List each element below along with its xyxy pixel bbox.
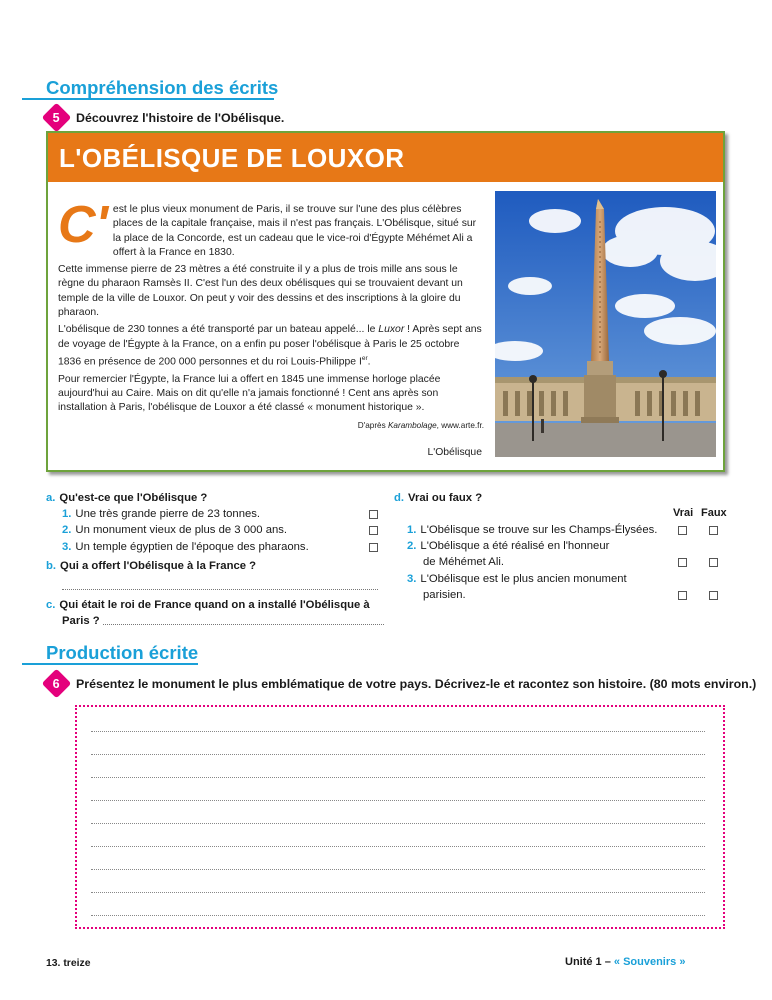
true-checkbox[interactable] xyxy=(678,558,687,567)
option-a3: 3. Un temple égyptien de l'époque des pharaons. xyxy=(46,539,384,555)
option-a1: 1. Une très grande pierre de 23 tonnes. xyxy=(46,506,384,522)
writing-line[interactable] xyxy=(91,892,705,893)
false-checkbox[interactable] xyxy=(709,558,718,567)
page-number: 13. treize xyxy=(46,958,91,969)
question-c: c. Qui était le roi de France quand on a installé l'Obélisque à Paris ? xyxy=(46,597,384,629)
writing-line[interactable] xyxy=(91,823,705,824)
true-false-item-1: 1. L'Obélisque se trouve sur les Champs-Élysées. xyxy=(394,522,729,538)
writing-line[interactable] xyxy=(91,800,705,801)
article-title: L'OBÉLISQUE DE LOUXOR xyxy=(48,133,723,182)
true-false-item-2: 2. L'Obélisque a été réalisé en l'honneur xyxy=(407,540,610,553)
article-paragraph: Pour remercier l'Égypte, la France lui a offert en 1845 une immense horloge placée aujourd'hui au Caire. Mais on dit qu'elle n'a jamais fonctionné ! Cent ans après son installation à Paris, l'obélisque de Louxor a été classé « monument historique ». xyxy=(58,373,441,414)
true-checkbox[interactable] xyxy=(678,591,687,600)
answer-checkbox[interactable] xyxy=(369,526,378,535)
question-d xyxy=(394,490,729,506)
article-body xyxy=(58,196,484,433)
exercise-5-heading xyxy=(46,107,284,128)
article-paragraph: C' est le plus vieux monument de Paris, il se trouve sur l'une des plus célèbres places de la capitale française, mais il n'est pas français. L'Obélisque, situé sur la place de la Concorde, est un cadeau que le vice-roi d'Égypte Méhémet Ali a offert à la France en 1830. xyxy=(58,196,477,258)
section-title-production: Production écrite xyxy=(46,642,199,663)
writing-line[interactable] xyxy=(91,846,705,847)
question-c-prompt: c. Qui était le roi de France quand on a installé l'Obélisque à xyxy=(46,599,370,611)
question-d-prompt: d. Vrai ou faux ? xyxy=(394,492,483,504)
true-false-item-3: 3. L'Obélisque est le plus ancien monument xyxy=(407,572,627,585)
ship-name: Luxor xyxy=(378,324,405,336)
question-a-prompt: a. Qu'est-ce que l'Obélisque ? xyxy=(46,492,208,504)
writing-line[interactable] xyxy=(91,869,705,870)
false-checkbox[interactable] xyxy=(709,526,718,535)
section-rule xyxy=(22,98,274,100)
true-checkbox[interactable] xyxy=(678,526,687,535)
question-a xyxy=(46,490,384,555)
writing-line[interactable] xyxy=(91,731,705,732)
answer-checkbox[interactable] xyxy=(369,510,378,519)
false-checkbox[interactable] xyxy=(709,591,718,600)
exercise-6-heading xyxy=(46,673,756,694)
section-title-comprehension: Compréhension des écrits xyxy=(46,77,279,98)
exercise-number-badge: 6 xyxy=(42,669,72,699)
writing-line[interactable] xyxy=(91,754,705,755)
option-a2: 2. Un monument vieux de plus de 3 000 ans. xyxy=(46,522,384,538)
answer-checkbox[interactable] xyxy=(369,543,378,552)
exercise-5-instruction: Découvrez l'histoire de l'Obélisque. xyxy=(76,110,285,125)
exercise-6-instruction: Présentez le monument le plus emblématique de votre pays. Décrivez-le et racontez son histoire. (80 mots environ.) xyxy=(76,676,757,691)
article-source: D'après Karambolage, www.arte.fr. xyxy=(357,420,484,430)
article-card xyxy=(46,131,725,472)
true-false-list: 1. L'Obélisque se trouve sur les Champs-Élysées. 2. L'Obélisque a été réalisé en l'honneur de Méhémet Ali. 3. L'Obélisque est le plus ancien monument parisien. xyxy=(394,522,729,603)
answer-line-b[interactable] xyxy=(62,589,378,590)
section-rule xyxy=(22,663,198,665)
unit-label: Unité 1 – « Souvenirs » xyxy=(565,956,686,968)
answer-line-c[interactable] xyxy=(103,624,384,625)
question-b-prompt: b. Qui a offert l'Obélisque à la France ? xyxy=(46,560,257,572)
drop-cap: C' xyxy=(58,196,108,254)
obelisk-photo xyxy=(495,191,716,457)
exercise-number-badge: 5 xyxy=(42,103,72,133)
article-paragraph: Cette immense pierre de 23 mètres a été construite il y a plus de trois mille ans sous le règne du pharaon Ramsès II. C'est l'un des deux obélisques qui se trouvaient devant un temple de la ville de Louxor. On peut y voir des dessins et des inscriptions à la gloire du pharaon. xyxy=(58,264,463,319)
column-false: Faux xyxy=(701,507,727,519)
column-true: Vrai xyxy=(673,507,694,519)
writing-line[interactable] xyxy=(91,915,705,916)
writing-area[interactable] xyxy=(75,705,725,929)
writing-line[interactable] xyxy=(91,777,705,778)
question-b xyxy=(46,558,384,574)
photo-caption: L'Obélisque xyxy=(427,447,482,458)
article-paragraph: L'obélisque de 230 tonnes a été transporté par un bateau appelé... le Luxor ! Après sept ans de voyage de l'Égypte à la France, on a enfin pu poser l'obélisque à Paris le 25 octobre 1836 en présence de 200 000 personnes et du roi Louis-Philippe Ier. xyxy=(58,324,482,368)
